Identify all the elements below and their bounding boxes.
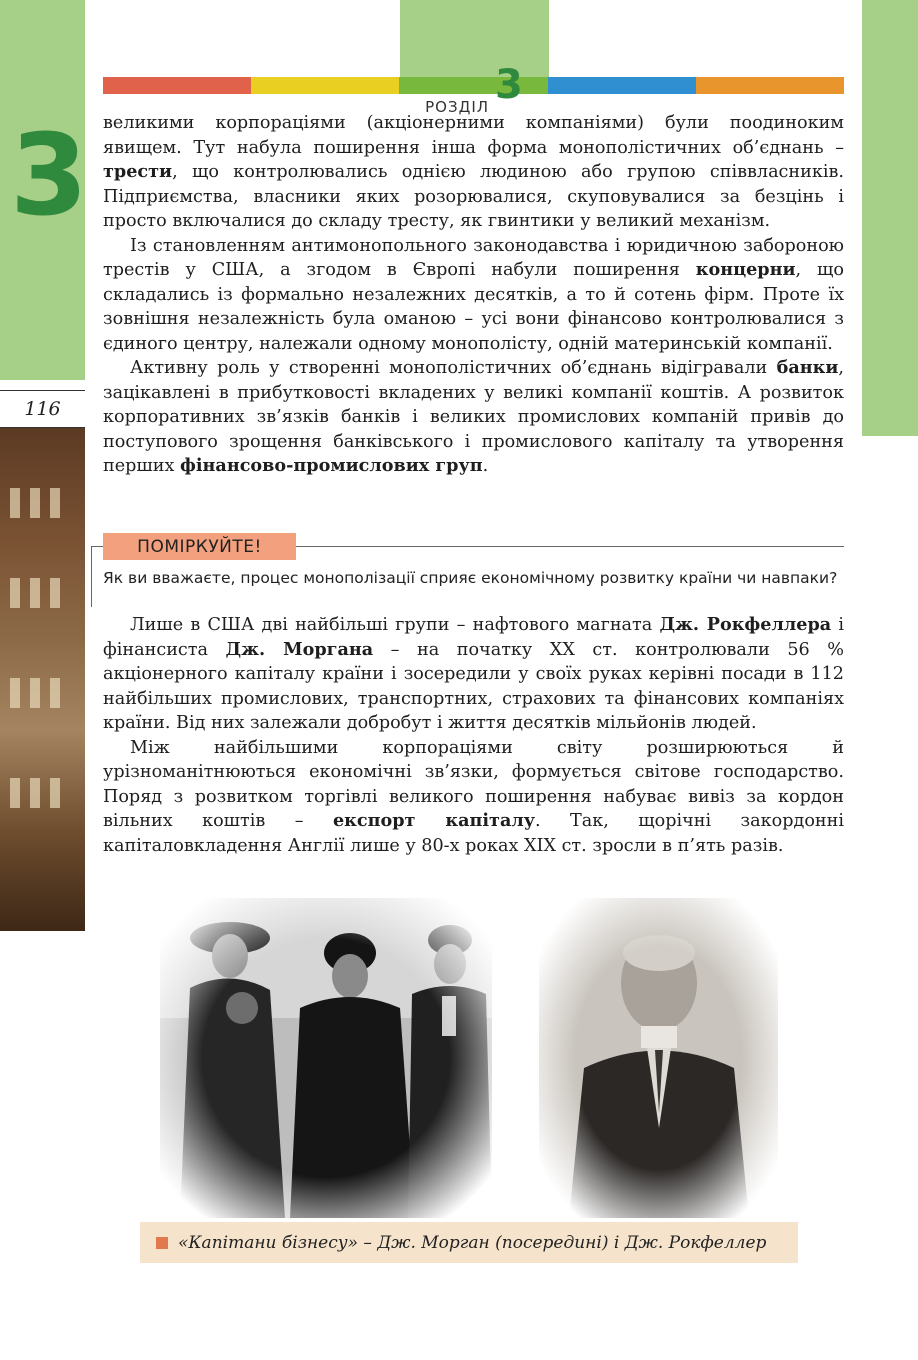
term-banks: банки	[776, 357, 839, 378]
photo-rockefeller	[539, 898, 778, 1218]
text-run: – на початку ХХ ст. контролювали 56 % акціонерного капіталу країни і зосередили у своїх руках керівні посади в 112 найбільших промислових, транспортних, страхових та фінансових компаніях країни. Від них залежали добробут і життя десятків мільйонів людей.	[103, 639, 844, 733]
color-bar-segment	[548, 77, 696, 94]
text-run: і фінансиста	[103, 615, 844, 660]
section-tab	[400, 0, 549, 80]
margin-building-photo	[0, 428, 85, 931]
text-run: Із становленням антимонопольного законодавства і юридичною забороною трестів у США, а згодом в Європі набули поширення	[103, 235, 844, 280]
caption-marker-icon	[156, 1237, 168, 1249]
text-run: .	[482, 456, 489, 476]
paragraph-2	[103, 234, 844, 357]
text-run: великими корпораціями (акціонерними компаніями) були поодиноким явищем. Тут набула поширення інша форма монополістичних об’єднань –	[103, 113, 844, 158]
paragraph-1	[103, 111, 844, 234]
name-rockefeller: Дж. Рокфеллера	[659, 614, 832, 635]
photo-morgan-group	[160, 898, 492, 1218]
think-box-question: Як ви вважаєте, процес монополізації сприяє економічному розвитку країни чи навпаки?	[103, 569, 838, 587]
text-run: Активну роль у створенні монополістичних об’єднань відігравали	[130, 358, 777, 378]
term-financial-groups: фінансово-промислових груп	[180, 455, 483, 476]
right-margin-band	[862, 0, 918, 436]
term-capital-export: експорт капіталу	[332, 810, 536, 831]
section-label-text: РОЗДІЛ	[425, 98, 490, 116]
caption-text: «Капітани бізнесу» – Дж. Морган (посередині) і Дж. Рокфеллер	[178, 1232, 767, 1253]
chapter-number: 3	[10, 111, 88, 241]
paragraph-3	[103, 356, 844, 479]
text-run: . Так, щорічні закордонні капіталовкладення Англії лише у 80-х роках ХІХ ст. зросли в п’ять разів.	[103, 811, 844, 856]
main-text-bottom	[103, 613, 844, 858]
text-run: Лише в США дві найбільші групи – нафтового магната	[130, 615, 660, 635]
section-number: 3	[495, 62, 524, 108]
color-bar-segment	[251, 77, 399, 94]
color-bar-segment	[103, 77, 251, 94]
color-bar-segment	[696, 77, 844, 94]
think-box-rule	[296, 546, 844, 547]
paragraph-4	[103, 613, 844, 736]
term-trusts: трести	[103, 161, 173, 182]
name-morgan: Дж. Моргана	[225, 638, 374, 660]
page-number: 116	[0, 390, 85, 428]
text-run: Між найбільшими корпораціями світу розширюються й урізноманітнюються економічні зв’язки, формується світове господарство. Поряд з розвитком торгівлі великого поширення набуває вивіз за кордон вільних коштів –	[103, 737, 844, 831]
think-box-title: ПОМІРКУЙТЕ!	[103, 533, 296, 560]
text-run: , що складались із формально незалежних десятків, а то й сотень фірм. Проте їх зовнішня незалежність була оманою – усі вони фінансово контролювалися з єдиного центру, належали одному монополісту, одній материнській компанії.	[103, 260, 844, 354]
main-text-top	[103, 111, 844, 479]
figure-caption	[140, 1222, 798, 1263]
term-concerns: концерни	[695, 259, 796, 280]
text-run: , зацікавлені в прибутковості вкладених у великі компанії коштів. А розвиток корпоративних зв’язків банків і великих промислових компаній привів до поступового зрощення банківського і промислового капіталу та утворення перших	[103, 358, 844, 476]
paragraph-5	[103, 736, 844, 859]
text-run: , що контролювались однією людиною або групою співвласників. Підприємства, власники яких розорювалися, скуповувалися за безцінь і просто включалися до складу тресту, як гвинтики у великий механізм.	[103, 162, 844, 231]
